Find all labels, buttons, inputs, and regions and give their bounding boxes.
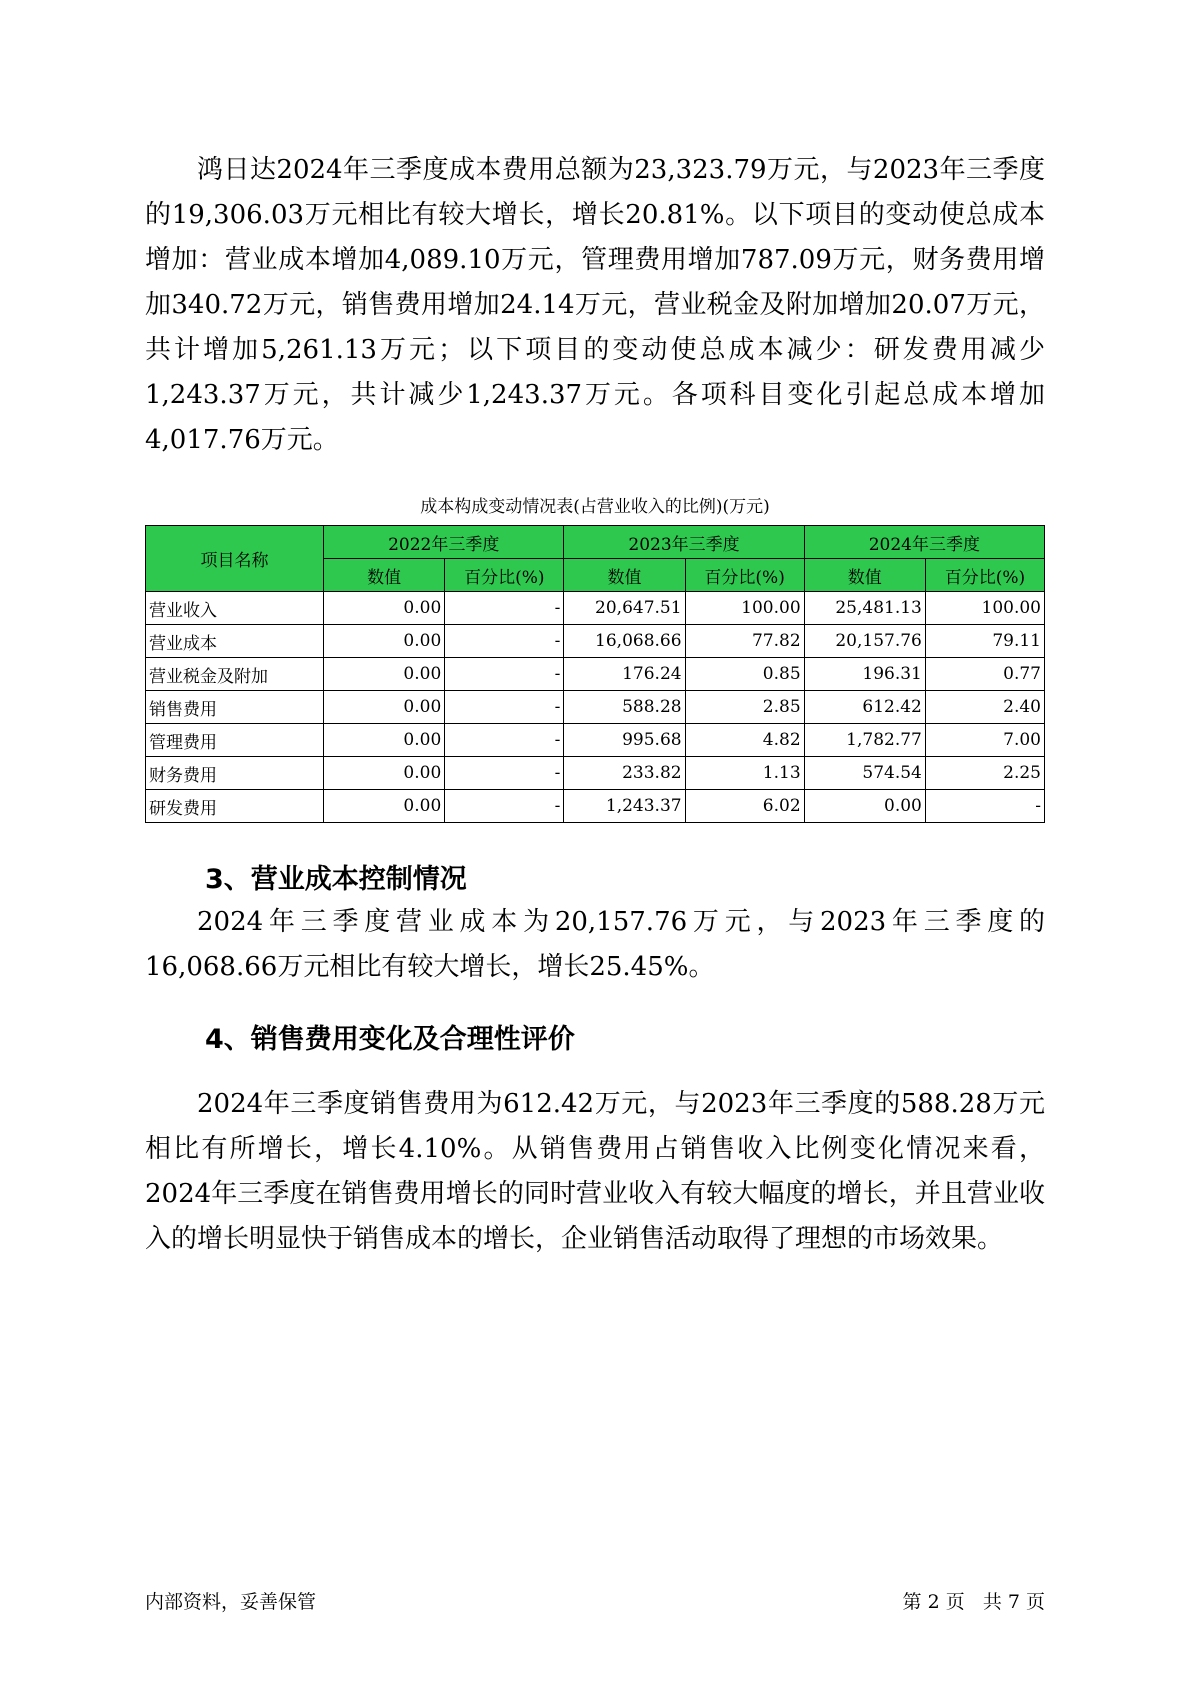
value-header: 数值 [564, 559, 685, 592]
table-cell: 176.24 [564, 658, 685, 691]
table-row [146, 592, 1045, 625]
percent-header: 百分比(%) [445, 559, 564, 592]
table-cell: 2.40 [925, 691, 1044, 724]
table-header-row [146, 526, 1045, 559]
table-cell: 0.00 [804, 790, 925, 823]
table-cell: 0.85 [685, 658, 804, 691]
value-header: 数值 [324, 559, 445, 592]
table-cell: 100.00 [925, 592, 1044, 625]
intro-paragraph: 鸿日达2024年三季度成本费用总额为23,323.79万元，与2023年三季度的19,306.03万元相比有较大增长，增长20.81%。以下项目的变动使总成本增加：营业成本增加4,089.10万元，管理费用增加787.09万元，财务费用增加340.72万元，销售费用增加24.14万元，营业税金及附加增加20.07万元，共计增加5,261.13万元；以下项目的变动使总成本减少：研发费用减少1,243.37万元，共计减少1,243.37万元。各项科目变化引起总成本增加4,017.76万元。 [145, 155, 1045, 455]
table-cell: - [925, 790, 1044, 823]
table-cell: - [445, 757, 564, 790]
table-cell: 233.82 [564, 757, 685, 790]
table-row [146, 724, 1045, 757]
page-number: 第 2 页 共 7 页 [902, 1591, 1045, 1613]
table-cell: 995.68 [564, 724, 685, 757]
table-cell: 0.00 [324, 658, 445, 691]
table-cell: 0.77 [925, 658, 1044, 691]
row-label: 营业税金及附加 [146, 658, 324, 691]
table-cell: 6.02 [685, 790, 804, 823]
cost-composition-table [145, 525, 1045, 823]
table-cell: - [445, 691, 564, 724]
table-cell: 20,157.76 [804, 625, 925, 658]
sales-expense-paragraph: 2024年三季度销售费用为612.42万元，与2023年三季度的588.28万元相比有所增长，增长4.10%。从销售费用占销售收入比例变化情况来看，2024年三季度在销售费用增长的同时营业收入有较大幅度的增长，并且营业收入的增长明显快于销售成本的增长，企业销售活动取得了理想的市场效果。 [145, 1089, 1045, 1254]
row-label: 财务费用 [146, 757, 324, 790]
table-cell: 0.00 [324, 625, 445, 658]
table-cell: 2.85 [685, 691, 804, 724]
table-cell: 7.00 [925, 724, 1044, 757]
table-cell: 20,647.51 [564, 592, 685, 625]
table-cell: 0.00 [324, 691, 445, 724]
table-row [146, 658, 1045, 691]
table-cell: 16,068.66 [564, 625, 685, 658]
row-label: 营业收入 [146, 592, 324, 625]
table-cell: - [445, 790, 564, 823]
row-label: 销售费用 [146, 691, 324, 724]
table-cell: - [445, 724, 564, 757]
table-cell: 4.82 [685, 724, 804, 757]
table-cell: 2.25 [925, 757, 1044, 790]
table-cell: 0.00 [324, 724, 445, 757]
table-cell: 588.28 [564, 691, 685, 724]
table-cell: 100.00 [685, 592, 804, 625]
table-cell: 0.00 [324, 757, 445, 790]
table-cell: 79.11 [925, 625, 1044, 658]
row-label: 管理费用 [146, 724, 324, 757]
table-cell: 0.00 [324, 592, 445, 625]
section-heading: 4、销售费用变化及合理性评价 [205, 1024, 575, 1055]
table-cell: 1,782.77 [804, 724, 925, 757]
table-row [146, 625, 1045, 658]
table-cell: - [445, 592, 564, 625]
table-cell: 574.54 [804, 757, 925, 790]
table-cell: 25,481.13 [804, 592, 925, 625]
table-cell: - [445, 625, 564, 658]
item-name-header: 项目名称 [146, 526, 324, 592]
period-header: 2022年三季度 [324, 526, 564, 559]
footer-confidential-note: 内部资料，妥善保管 [145, 1591, 317, 1613]
value-header: 数值 [804, 559, 925, 592]
period-header: 2023年三季度 [564, 526, 804, 559]
table-row [146, 790, 1045, 823]
table-caption: 成本构成变动情况表(占营业收入的比例)(万元) [420, 497, 770, 517]
table-cell: 77.82 [685, 625, 804, 658]
section-heading: 3、营业成本控制情况 [205, 864, 467, 895]
table-cell: 196.31 [804, 658, 925, 691]
table-cell: 1.13 [685, 757, 804, 790]
table-cell: 612.42 [804, 691, 925, 724]
row-label: 营业成本 [146, 625, 324, 658]
percent-header: 百分比(%) [685, 559, 804, 592]
period-header: 2024年三季度 [804, 526, 1044, 559]
table-cell: - [445, 658, 564, 691]
percent-header: 百分比(%) [925, 559, 1044, 592]
table-row [146, 757, 1045, 790]
row-label: 研发费用 [146, 790, 324, 823]
table-cell: 1,243.37 [564, 790, 685, 823]
table-cell: 0.00 [324, 790, 445, 823]
table-row [146, 691, 1045, 724]
operating-cost-paragraph: 2024年三季度营业成本为20,157.76万元，与2023年三季度的16,068.66万元相比有较大增长，增长25.45%。 [145, 907, 1045, 982]
